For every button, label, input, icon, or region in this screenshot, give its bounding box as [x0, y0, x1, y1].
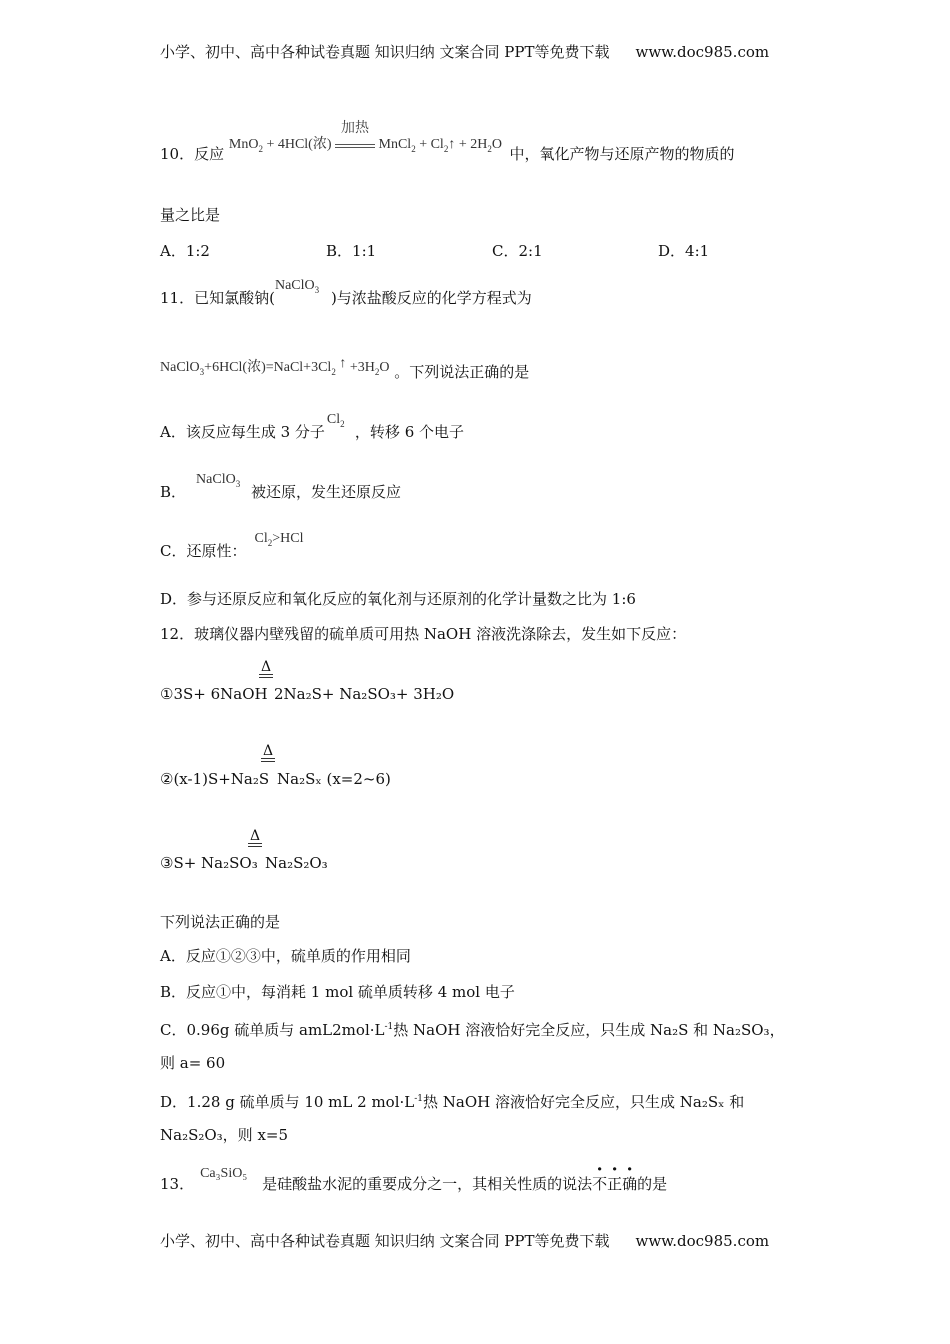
q12-option-a: A．反应①②③中，硫单质的作用相同: [160, 947, 411, 965]
footer-url: www.doc985.com: [635, 1232, 770, 1250]
q11-number: 11．: [160, 289, 195, 307]
q12-option-d-cont: Na₂S₂O₃，则 x=5: [160, 1126, 289, 1144]
header-text: 小学、初中、高中各种试卷真题 知识归纳 文案合同 PPT等免费下载: [160, 43, 610, 61]
q10-option-c: C．2:1: [492, 242, 543, 260]
q12-option-c: C．0.96g 硫单质与 $amL2mol\cdot L^{-1}$热 NaOH 溶液恰好完全反应，只生成 Na₂S 和 Na₂SO₃，: [160, 1021, 785, 1039]
q12-r2-delta-symbol: Δ: [261, 744, 275, 762]
q12-r2-left: ②(x-1)S+Na₂S: [160, 770, 270, 788]
q12-option-b: B．反应①中，每消耗 1 mol 硫单质转移 4 mol 电子: [160, 983, 515, 1001]
q11-option-b-formula: NaClO$_3$: [196, 472, 241, 489]
question-10-line1: [160, 121, 735, 170]
q11-option-b: B．NaClO$_3$ 被还原，发生还原反应: [160, 472, 402, 501]
q12-reaction-2: [160, 769, 391, 789]
footer-text: 小学、初中、高中各种试卷真题 知识归纳 文案合同 PPT等免费下载: [160, 1232, 610, 1250]
header-url: www.doc985.com: [635, 43, 770, 61]
page-header: [160, 42, 769, 62]
q11-equation-line: [160, 356, 530, 388]
q10-tail: 中，氧化产物与还原产物的物质的: [509, 145, 735, 163]
q10-tail2: 量之比是: [160, 206, 221, 224]
q12-r3-right: Na₂S₂O₃: [265, 854, 328, 872]
q12-r1-right: 2Na₂S+ Na₂SO₃+ 3H₂O: [274, 685, 455, 703]
q10-equation: MnO$_2$ + 4HCl(浓) 加热 MnCl$_2$ + $Cl_2↑ + 2H_2O$: [228, 121, 502, 154]
q12-r2-right: Na₂Sₓ (x=2~6): [277, 770, 391, 788]
q12-r1-left: ①3S+ 6NaOH: [160, 685, 268, 703]
q12-option-d: D．1.28 g 硫单质与 10 mL 2 $mol\cdot L^{-1}$热 NaOH 溶液恰好完全反应，只生成 Na₂Sₓ 和: [160, 1093, 745, 1111]
q10-option-a: A．1:2: [160, 242, 210, 260]
q12-r1-delta-symbol: Δ: [259, 660, 273, 678]
question-13-stem: 13．Ca₃SiO₅是硅酸盐水泥的重要成分之一，其相关性质的说法不正确的是: [160, 1166, 668, 1193]
q11-option-a: A．该反应每生成 3 分子$Cl_2$ ，转移 6 个电子: [160, 412, 465, 441]
q13-number: 13．: [160, 1175, 195, 1193]
q11-option-c-formula: $Cl_2>HCl$: [254, 531, 304, 548]
q12-reaction-1: [160, 684, 455, 704]
q10-number: 10．: [160, 145, 195, 163]
q12-r3-left: ③S+ Na₂SO₃: [160, 854, 258, 872]
q11-lead: 已知氯酸钠(: [194, 289, 275, 307]
q12-ask: 下列说法正确的是: [160, 913, 281, 931]
q10-heating-arrow: [335, 121, 375, 148]
q11-option-c: C．还原性：$Cl_2>HCl$: [160, 531, 304, 560]
q12-reaction-3: [160, 853, 328, 873]
q10-lead: 反应: [194, 145, 225, 163]
q10-option-d: D．4:1: [658, 242, 710, 260]
q13-emphasis-3: 确: [622, 1175, 638, 1193]
q12-option-c-cont: 则 a= 60: [160, 1054, 226, 1072]
q11-option-a-formula: $Cl_2$: [326, 412, 345, 429]
q13-emphasis-2: 正: [607, 1175, 623, 1193]
q10-condition: 加热: [341, 121, 370, 136]
q10-option-b: B．1:1: [326, 242, 377, 260]
page-footer: [160, 1231, 769, 1251]
q12-stem: 12．玻璃仪器内壁残留的硫单质可用热 NaOH 溶液洗涤除去，发生如下反应：: [160, 625, 687, 643]
q11-formula: NaClO$_3$: [274, 278, 320, 295]
q11-option-d: D．参与还原反应和氧化反应的氧化剂与还原剂的化学计量数之比为 1:6: [160, 590, 636, 608]
q11-eq-tail: 。下列说法正确的是: [394, 363, 530, 381]
q13-emphasis-1: 不: [592, 1175, 608, 1193]
q12-r3-delta-symbol: Δ: [248, 829, 262, 847]
q13-formula: Ca₃SiO₅: [200, 1166, 248, 1181]
q11-lead-end: )与浓盐酸反应的化学方程式为: [330, 289, 532, 307]
q11-equation: NaClO$_3$+6HCl(浓)$=NaCl+3Cl_2$ ↑ $+3H_2O$: [160, 356, 390, 377]
question-11-stem: [160, 278, 532, 314]
